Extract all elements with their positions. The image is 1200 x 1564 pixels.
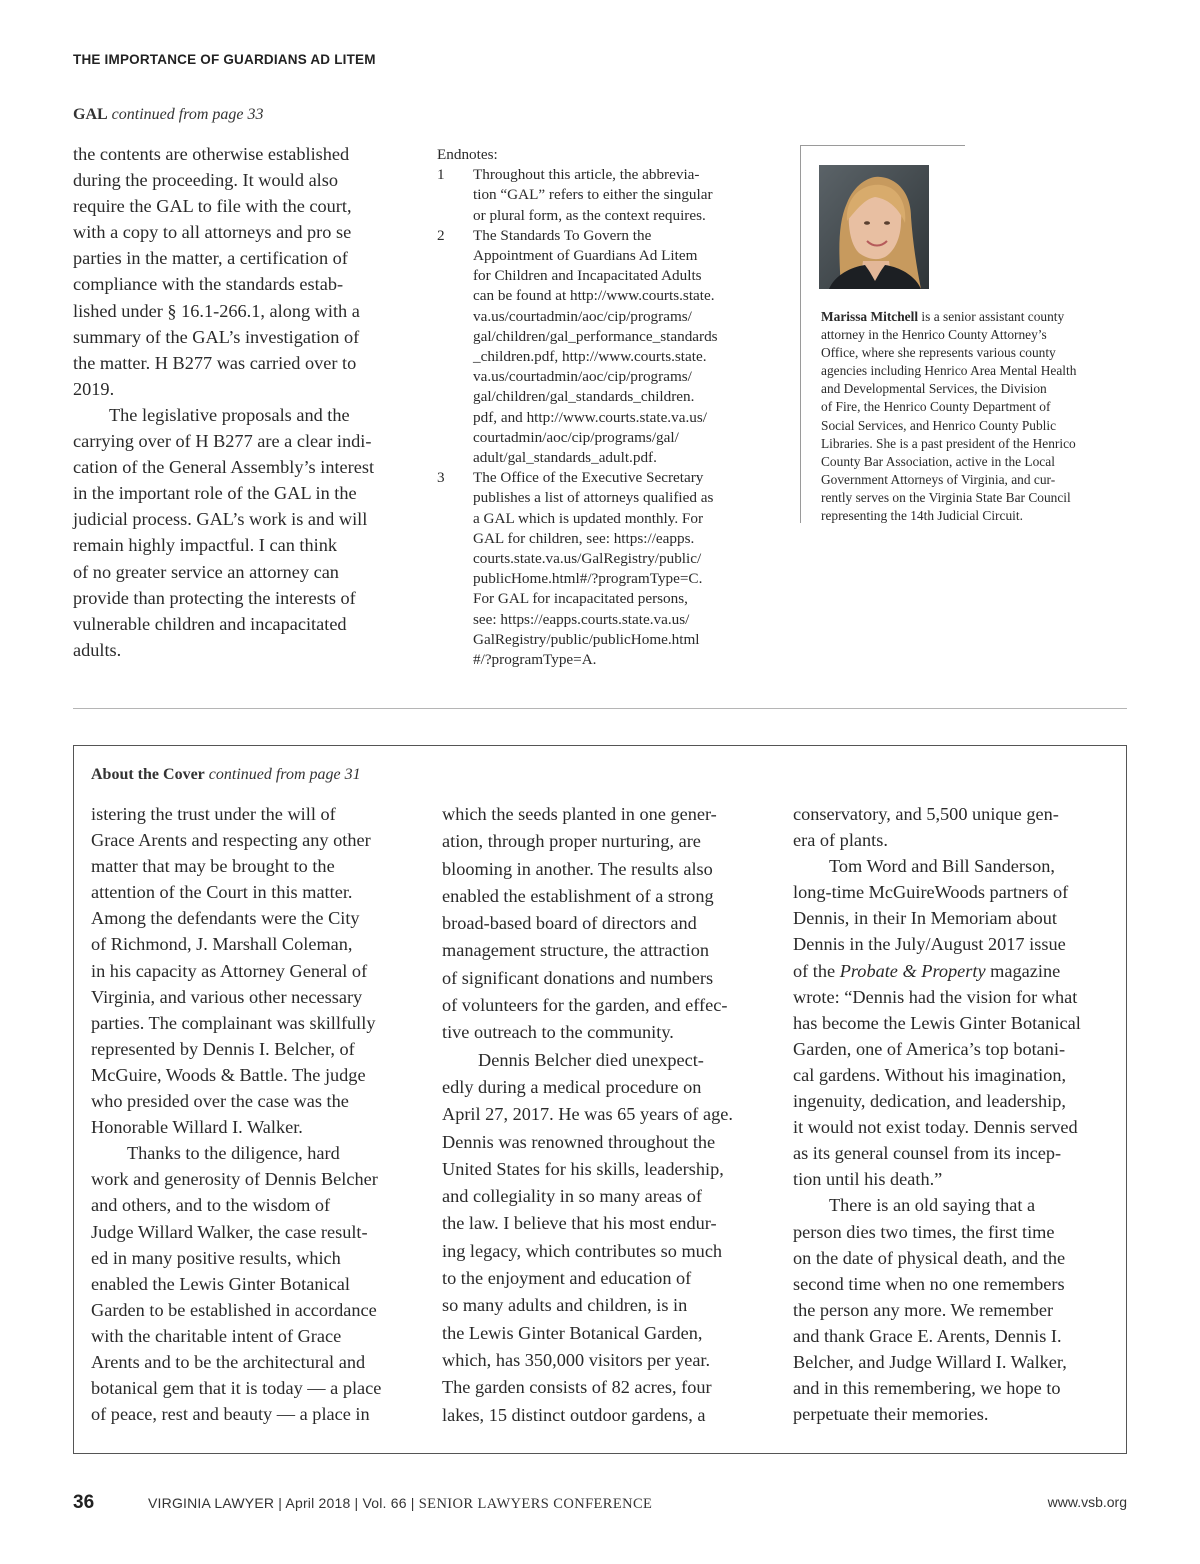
page-footer bbox=[73, 1492, 1127, 1520]
text-line: summary of the GAL’s investigation of bbox=[73, 326, 360, 347]
text-line: attorney in the Henrico County Attorney’s bbox=[821, 327, 1047, 343]
text-line: County Bar Association, active in the Local bbox=[821, 453, 1055, 469]
text-line: United States for his skills, leadership, bbox=[442, 1158, 724, 1179]
endnote-line: va.us/courtadmin/aoc/cip/programs/ bbox=[473, 307, 692, 325]
text-line: carrying over of H B277 are a clear indi- bbox=[73, 431, 372, 452]
magazine-line bbox=[793, 958, 1123, 984]
text-line: Dennis Belcher died unexpect- bbox=[478, 1049, 704, 1070]
text-line: it would not exist today. Dennis served bbox=[793, 1117, 1078, 1138]
endnote-line: GAL for children, see: https://eapps. bbox=[473, 529, 695, 547]
text-line: cation of the General Assembly’s interest bbox=[73, 457, 375, 478]
endnote-line: Throughout this article, the abbrevia- bbox=[473, 166, 700, 184]
text-line: Virginia, and various other necessary bbox=[91, 986, 363, 1007]
text-line: tion until his death.” bbox=[793, 1169, 943, 1190]
bio-lines bbox=[821, 326, 1131, 525]
magazine-title: Probate & Property bbox=[839, 960, 986, 981]
text-line: as its general counsel from its incep- bbox=[793, 1143, 1062, 1164]
endnote-number: 3 bbox=[437, 469, 445, 487]
section-header: THE IMPORTANCE OF GUARDIANS AD LITEM bbox=[73, 52, 376, 67]
text-line: broad-based board of directors and bbox=[442, 913, 697, 934]
text-line: cal gardens. Without his imagination, bbox=[793, 1064, 1067, 1085]
text-line: the Lewis Ginter Botanical Garden, bbox=[442, 1322, 703, 1343]
magazine-suffix: magazine bbox=[985, 960, 1061, 981]
text-line: enabled the Lewis Ginter Botanical bbox=[91, 1273, 350, 1294]
endnote-item bbox=[437, 165, 782, 226]
text-line: of no greater service an attorney can bbox=[73, 561, 339, 582]
endnotes-title: Endnotes: bbox=[437, 146, 498, 163]
gal-article-body bbox=[73, 141, 413, 663]
text-line: There is an old saying that a bbox=[829, 1195, 1036, 1216]
cover-label: About the Cover bbox=[91, 766, 205, 783]
text-line: rently serves on the Virginia State Bar Council bbox=[821, 489, 1071, 505]
endnote-line: GalRegistry/public/publicHome.html bbox=[473, 630, 700, 648]
endnote-line: can be found at http://www.courts.state. bbox=[473, 287, 715, 305]
text-line: compliance with the standards estab- bbox=[73, 274, 344, 295]
text-line: Thanks to the diligence, hard bbox=[127, 1143, 340, 1164]
text-line: The legislative proposals and the bbox=[109, 404, 350, 425]
text-line: The garden consists of 82 acres, four bbox=[442, 1377, 712, 1398]
text-line: in the important role of the GAL in the bbox=[73, 483, 357, 504]
gal-label: GAL bbox=[73, 106, 108, 123]
text-line: judicial process. GAL’s work is and will bbox=[73, 509, 368, 530]
endnote-number: 2 bbox=[437, 226, 445, 244]
text-line: Dennis, in their In Memoriam about bbox=[793, 908, 1058, 929]
text-line: and collegiality in so many areas of bbox=[442, 1186, 702, 1207]
endnote-line: The Standards To Govern the bbox=[473, 226, 652, 244]
endnote-line: Appointment of Guardians Ad Litem bbox=[473, 247, 698, 265]
page-number: 36 bbox=[73, 1492, 95, 1513]
endnote-item bbox=[437, 468, 782, 670]
text-line: era of plants. bbox=[793, 830, 888, 851]
cover-col1-paragraph-1 bbox=[91, 801, 421, 1140]
publication-info bbox=[148, 1495, 652, 1513]
endnote-line: see: https://eapps.courts.state.va.us/ bbox=[473, 610, 690, 628]
text-line: enabled the establishment of a strong bbox=[442, 885, 714, 906]
website-link[interactable]: www.vsb.org bbox=[1047, 1494, 1127, 1510]
gal-continued-line bbox=[73, 106, 264, 124]
text-line: has become the Lewis Ginter Botanical bbox=[793, 1012, 1081, 1033]
author-portrait-image bbox=[819, 165, 929, 289]
text-line: of Fire, the Henrico County Department of bbox=[821, 399, 1051, 415]
text-line: wrote: “Dennis had the vision for what bbox=[793, 986, 1078, 1007]
author-bio-box bbox=[800, 145, 1131, 523]
text-line: Dennis was renowned throughout the bbox=[442, 1131, 716, 1152]
cover-continued-line bbox=[91, 766, 361, 784]
text-line: so many adults and children, is in bbox=[442, 1295, 688, 1316]
cover-col3-p2-before bbox=[793, 853, 1123, 957]
text-line: with a copy to all attorneys and pro se bbox=[73, 222, 352, 243]
text-line: provide than protecting the interests of bbox=[73, 587, 356, 608]
endnote-line: gal/children/gal_standards_children. bbox=[473, 388, 695, 406]
conference-name: SENIOR LAWYERS CONFERENCE bbox=[418, 1496, 653, 1512]
endnote-text bbox=[473, 226, 718, 468]
text-line: ation, through proper nurturing, are bbox=[442, 831, 701, 852]
cover-column-2 bbox=[442, 801, 772, 1429]
text-line: to the enjoyment and education of bbox=[442, 1268, 692, 1289]
text-line: the person any more. We remember bbox=[793, 1299, 1054, 1320]
bio-first-line bbox=[821, 308, 1131, 326]
bio-top-rule bbox=[801, 145, 965, 146]
cover-col3-p2-after bbox=[793, 984, 1123, 1193]
text-line: adults. bbox=[73, 639, 122, 660]
text-line: with the charitable intent of Grace bbox=[91, 1325, 342, 1346]
text-line: April 27, 2017. He was 65 years of age. bbox=[442, 1104, 733, 1125]
text-line: Office, where she represents various county bbox=[821, 345, 1056, 361]
text-line: Judge Willard Walker, the case result- bbox=[91, 1221, 368, 1242]
text-line: McGuire, Woods & Battle. The judge bbox=[91, 1064, 366, 1085]
text-line: parties. The complainant was skillfully bbox=[91, 1012, 376, 1033]
endnote-line: publishes a list of attorneys qualified as bbox=[473, 489, 714, 507]
text-line: Social Services, and Henrico County Public bbox=[821, 417, 1057, 433]
endnote-line: publicHome.html#/?programType=C. bbox=[473, 570, 703, 588]
endnote-line: The Office of the Executive Secretary bbox=[473, 469, 704, 487]
endnote-line: gal/children/gal_performance_standards bbox=[473, 327, 718, 345]
endnote-line: _children.pdf, http://www.courts.state. bbox=[473, 348, 707, 366]
text-line: second time when no one remembers bbox=[793, 1273, 1065, 1294]
text-line: lakes, 15 distinct outdoor gardens, a bbox=[442, 1404, 706, 1425]
text-line: who presided over the case was the bbox=[91, 1091, 349, 1112]
endnote-line: or plural form, as the context requires. bbox=[473, 206, 706, 224]
text-line: conservatory, and 5,500 unique gen- bbox=[793, 804, 1059, 824]
section-divider bbox=[73, 708, 1127, 709]
endnote-item bbox=[437, 226, 782, 468]
endnote-line: For GAL for incapacitated persons, bbox=[473, 590, 688, 608]
gal-paragraph-2 bbox=[73, 402, 413, 663]
endnotes bbox=[437, 145, 782, 670]
cover-col3-paragraph-2 bbox=[793, 853, 1123, 1192]
publication-text: VIRGINIA LAWYER | April 2018 | Vol. 66 | bbox=[148, 1495, 419, 1511]
endnote-line: courts.state.va.us/GalRegistry/public/ bbox=[473, 550, 702, 568]
text-line: agencies including Henrico Area Mental Health bbox=[821, 363, 1077, 379]
text-line: of volunteers for the garden, and effec- bbox=[442, 995, 728, 1016]
text-line: and others, and to the wisdom of bbox=[91, 1195, 331, 1216]
text-line: of significant donations and numbers bbox=[442, 967, 714, 988]
text-line: long-time McGuireWoods partners of bbox=[793, 882, 1069, 903]
text-line: and Developmental Services, the Division bbox=[821, 381, 1047, 397]
text-line: during the proceeding. It would also bbox=[73, 170, 339, 191]
text-line: vulnerable children and incapacitated bbox=[73, 613, 347, 634]
text-line: parties in the matter, a certification of bbox=[73, 248, 348, 269]
text-line: Libraries. She is a past president of the Henrico bbox=[821, 435, 1076, 451]
text-line: istering the trust under the will of bbox=[91, 804, 336, 824]
text-line: which the seeds planted in one gener- bbox=[442, 804, 717, 824]
text-line: Government Attorneys of Virginia, and cur- bbox=[821, 471, 1056, 487]
text-line: Garden to be established in accordance bbox=[91, 1299, 377, 1320]
text-line: and in this remembering, we hope to bbox=[793, 1378, 1061, 1399]
text-line: in his capacity as Attorney General of bbox=[91, 960, 368, 981]
cover-col3-paragraph-1 bbox=[793, 801, 1123, 853]
text-line: person dies two times, the first time bbox=[793, 1221, 1055, 1242]
text-line: perpetuate their memories. bbox=[793, 1404, 989, 1425]
text-line: the contents are otherwise established bbox=[73, 144, 350, 164]
text-line: Dennis in the July/August 2017 issue bbox=[793, 934, 1066, 955]
text-line: Garden, one of America’s top botani- bbox=[793, 1038, 1066, 1059]
text-line: which, has 350,000 visitors per year. bbox=[442, 1349, 711, 1370]
text-line: tive outreach to the community. bbox=[442, 1022, 674, 1043]
text-line: of peace, rest and beauty — a place in bbox=[91, 1404, 370, 1425]
gal-paragraph-1 bbox=[73, 141, 413, 402]
cover-column-3 bbox=[793, 801, 1123, 1427]
text-line: represented by Dennis I. Belcher, of bbox=[91, 1038, 355, 1059]
text-line: attention of the Court in this matter. bbox=[91, 882, 353, 903]
endnote-line: adult/gal_standards_adult.pdf. bbox=[473, 449, 657, 467]
text-line: ingenuity, dedication, and leadership, bbox=[793, 1091, 1066, 1112]
text-line: matter that may be brought to the bbox=[91, 856, 335, 877]
cover-col2-paragraph-2 bbox=[442, 1047, 772, 1429]
author-photo bbox=[819, 165, 929, 289]
text-line: blooming in another. The results also bbox=[442, 858, 713, 879]
text-line: Honorable Willard I. Walker. bbox=[91, 1117, 303, 1138]
cover-continued-text: continued from page 31 bbox=[208, 766, 361, 783]
text-line: ing legacy, which contributes so much bbox=[442, 1240, 723, 1261]
text-line: Grace Arents and respecting any other bbox=[91, 830, 371, 851]
text-line: of Richmond, J. Marshall Coleman, bbox=[91, 934, 353, 955]
endnote-text bbox=[473, 165, 713, 226]
text-line: Belcher, and Judge Willard I. Walker, bbox=[793, 1351, 1067, 1372]
text-line: and thank Grace E. Arents, Dennis I. bbox=[793, 1325, 1062, 1346]
text-line: remain highly impactful. I can think bbox=[73, 535, 337, 556]
gal-continued-text: continued from page 33 bbox=[111, 106, 264, 123]
endnote-line: courtadmin/aoc/cip/programs/gal/ bbox=[473, 428, 679, 446]
magazine-prefix: of the bbox=[793, 960, 840, 981]
endnotes-list bbox=[437, 165, 782, 670]
text-line: ed in many positive results, which bbox=[91, 1247, 341, 1268]
cover-col3-paragraph-3 bbox=[793, 1192, 1123, 1427]
text-line: lished under § 16.1-266.1, along with a bbox=[73, 300, 360, 321]
text-line: edly during a medical procedure on bbox=[442, 1076, 702, 1097]
text-line: require the GAL to file with the court, bbox=[73, 196, 352, 217]
cover-col1-paragraph-2 bbox=[91, 1140, 421, 1427]
endnote-line: va.us/courtadmin/aoc/cip/programs/ bbox=[473, 368, 692, 386]
author-bio-text bbox=[821, 308, 1131, 525]
text-line: Arents and to be the architectural and bbox=[91, 1351, 366, 1372]
endnote-line: a GAL which is updated monthly. For bbox=[473, 509, 704, 527]
endnote-line: tion “GAL” refers to either the singular bbox=[473, 186, 713, 204]
cover-column-1 bbox=[91, 801, 421, 1427]
text-line: the law. I believe that his most endur- bbox=[442, 1213, 717, 1234]
text-line: Among the defendants were the City bbox=[91, 908, 360, 929]
text-line: work and generosity of Dennis Belcher bbox=[91, 1169, 378, 1190]
endnote-line: #/?programType=A. bbox=[473, 651, 597, 669]
text-line: the matter. H B277 was carried over to bbox=[73, 352, 357, 373]
text-line: Tom Word and Bill Sanderson, bbox=[829, 856, 1055, 877]
endnote-line: for Children and Incapacitated Adults bbox=[473, 267, 702, 285]
endnote-line: pdf, and http://www.courts.state.va.us/ bbox=[473, 408, 707, 426]
bio-first-line-rest: is a senior assistant county bbox=[918, 309, 1065, 324]
cover-col2-paragraph-1 bbox=[442, 801, 772, 1047]
endnote-number: 1 bbox=[437, 166, 445, 184]
author-name: Marissa Mitchell bbox=[821, 309, 919, 324]
text-line: representing the 14th Judicial Circuit. bbox=[821, 508, 1023, 524]
endnote-text bbox=[473, 468, 713, 670]
text-line: on the date of physical death, and the bbox=[793, 1247, 1066, 1268]
text-line: 2019. bbox=[73, 378, 115, 399]
text-line: botanical gem that it is today — a place bbox=[91, 1378, 382, 1399]
about-the-cover-box bbox=[73, 745, 1127, 1454]
text-line: management structure, the attraction bbox=[442, 940, 709, 961]
